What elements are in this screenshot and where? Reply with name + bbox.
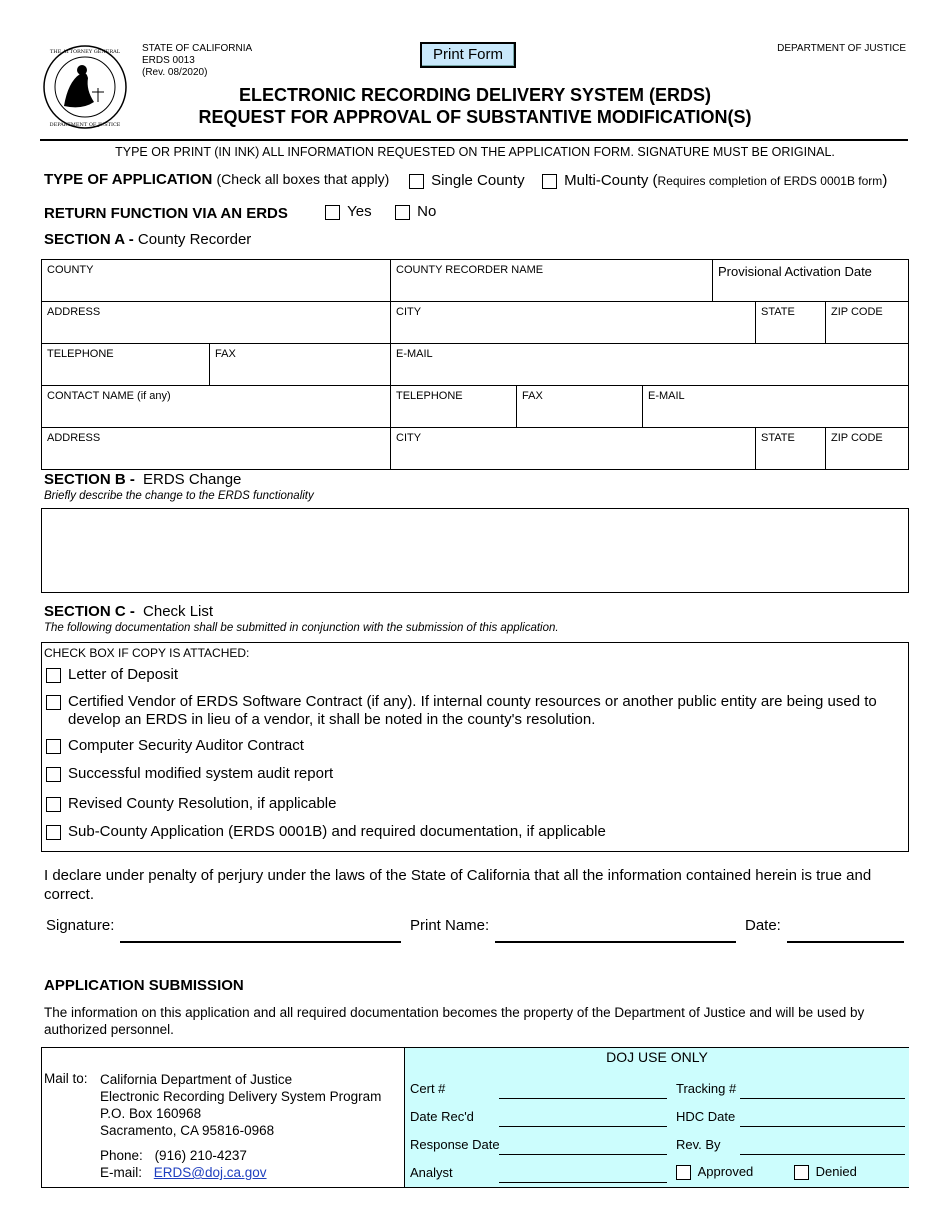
date-recd-line[interactable] [499, 1126, 667, 1127]
type-of-application [44, 171, 389, 188]
address-line: California Department of Justice [100, 1072, 293, 1087]
email-field[interactable] [390, 343, 909, 386]
city-field[interactable] [390, 301, 756, 344]
sub-county-checkbox[interactable] [46, 825, 61, 840]
submission-heading: APPLICATION SUBMISSION [44, 977, 244, 994]
phone-row [100, 1147, 381, 1164]
multi-county-option[interactable] [542, 172, 887, 189]
return-yes-checkbox[interactable] [325, 205, 340, 220]
rev-by-line[interactable] [740, 1154, 905, 1155]
erds-change-textarea[interactable] [41, 508, 909, 593]
checklist-item-label: Successful modified system audit report [68, 765, 334, 782]
agency-block [142, 43, 252, 79]
multi-county-checkbox[interactable] [542, 174, 557, 189]
department-label: DEPARTMENT OF JUSTICE [777, 43, 906, 54]
county-field[interactable] [41, 259, 391, 302]
signature-label: Signature: [46, 917, 115, 934]
city-label: CITY [396, 306, 422, 318]
date-line[interactable] [787, 941, 904, 943]
multi-county-close: ) [882, 172, 888, 189]
contact-zip-label: ZIP CODE [831, 432, 883, 444]
tracking-line[interactable] [740, 1098, 905, 1099]
county-label: COUNTY [47, 264, 94, 276]
form-title-line1: ELECTRONIC RECORDING DELIVERY SYSTEM (ERDS) [238, 85, 712, 105]
return-function-label: RETURN FUNCTION VIA AN ERDS [44, 205, 288, 222]
hdc-date-label: HDC Date [676, 1109, 736, 1124]
contact-address-field[interactable] [41, 427, 391, 470]
response-date-line[interactable] [499, 1154, 667, 1155]
form-title-line2: REQUEST FOR APPROVAL OF SUBSTANTIVE MODIFICATION(S) [198, 107, 752, 127]
email-link[interactable]: ERDS@doj.ca.gov [153, 1165, 267, 1180]
return-no-label: No [417, 203, 437, 220]
response-date-label: Response Date [410, 1137, 500, 1152]
email-label: E-MAIL [396, 348, 433, 360]
checklist-item[interactable] [46, 823, 906, 841]
print-form-button[interactable]: Print Form [420, 42, 516, 68]
section-c-heading [44, 603, 213, 620]
address-line: Sacramento, CA 95816-0968 [100, 1123, 275, 1138]
section-a-title: County Recorder [137, 231, 252, 248]
section-c-title: Check List [143, 603, 214, 620]
contact-telephone-label: TELEPHONE [396, 390, 463, 402]
section-c-label: SECTION C - [44, 603, 135, 620]
checklist-item[interactable] [46, 795, 906, 813]
svg-text:THE ATTORNEY GENERAL: THE ATTORNEY GENERAL [49, 49, 121, 55]
return-no-checkbox[interactable] [395, 205, 410, 220]
denied-label: Denied [815, 1164, 857, 1179]
agency-state: STATE OF CALIFORNIA [142, 43, 253, 54]
checklist-item-label: Certified Vendor of ERDS Software Contract (if any). If internal county resources or another public entity are being used to develop an ERDS in lieu of a vendor, it shall be noted in the county's resolution. [68, 693, 877, 728]
phone-value: (916) 210-4237 [154, 1148, 247, 1163]
contact-telephone-field[interactable] [390, 385, 517, 428]
section-a-table [41, 259, 909, 470]
contact-fax-field[interactable] [516, 385, 643, 428]
multi-county-note: Requires completion of ERDS 0001B form [657, 174, 883, 188]
activation-date-field[interactable] [712, 259, 909, 302]
letter-of-deposit-checkbox[interactable] [46, 668, 61, 683]
instructions: TYPE OR PRINT (IN INK) ALL INFORMATION REQUESTED ON THE APPLICATION FORM. SIGNATURE MUST BE ORIGINAL. [115, 145, 835, 159]
single-county-option[interactable] [409, 172, 525, 189]
section-a-label: SECTION A - [44, 231, 134, 248]
contact-email-field[interactable] [642, 385, 909, 428]
section-b-label: SECTION B - [44, 471, 135, 488]
recorder-name-label: COUNTY RECORDER NAME [396, 264, 544, 276]
tracking-label: Tracking # [676, 1081, 737, 1096]
checklist-item-label: Revised County Resolution, if applicable [68, 795, 337, 812]
checklist-header: CHECK BOX IF COPY IS ATTACHED: [44, 646, 250, 660]
multi-county-label: Multi-County ( [564, 172, 658, 189]
return-no-option[interactable] [395, 203, 436, 220]
section-a-heading [44, 231, 251, 248]
doj-use-only-title: DOJ USE ONLY [606, 1049, 708, 1065]
approved-checkbox[interactable] [676, 1165, 691, 1180]
vendor-contract-checkbox[interactable] [46, 695, 61, 710]
print-name-label: Print Name: [410, 917, 490, 934]
mail-address [100, 1071, 381, 1181]
address-line: Electronic Recording Delivery System Program [100, 1089, 382, 1104]
checklist-item-label: Sub-County Application (ERDS 0001B) and required documentation, if applicable [68, 823, 606, 840]
section-b-heading [44, 471, 241, 488]
checklist-item[interactable] [46, 666, 906, 684]
email-label-submission: E-mail: [100, 1165, 143, 1180]
checklist-item[interactable] [46, 737, 906, 755]
type-of-application-label: TYPE OF APPLICATION [44, 171, 213, 188]
fax-label: FAX [215, 348, 236, 360]
checklist-item-label: Computer Security Auditor Contract [68, 737, 304, 754]
state-field[interactable] [755, 301, 826, 344]
section-b-subtitle: Briefly describe the change to the ERDS functionality [44, 490, 314, 502]
single-county-checkbox[interactable] [409, 174, 424, 189]
rev-by-label: Rev. By [676, 1137, 721, 1152]
denied-option[interactable] [794, 1164, 857, 1180]
audit-report-checkbox[interactable] [46, 767, 61, 782]
analyst-line[interactable] [499, 1182, 667, 1183]
contact-state-label: STATE [761, 432, 795, 444]
signature-line[interactable] [120, 941, 401, 943]
contact-fax-label: FAX [522, 390, 543, 402]
section-c-subtitle: The following documentation shall be submitted in conjunction with the submission of this application. [44, 622, 559, 634]
date-recd-label: Date Rec'd [410, 1109, 474, 1124]
contact-city-field[interactable] [390, 427, 756, 470]
address-line: P.O. Box 160968 [100, 1106, 202, 1121]
hdc-date-line[interactable] [740, 1126, 905, 1127]
phone-label: Phone: [100, 1148, 143, 1163]
checklist-item[interactable] [46, 765, 906, 783]
form-number: ERDS 0013 [142, 55, 195, 66]
telephone-field[interactable] [41, 343, 210, 386]
approved-label: Approved [697, 1164, 754, 1179]
single-county-label: Single County [431, 172, 525, 189]
telephone-label: TELEPHONE [47, 348, 114, 360]
approved-option[interactable] [676, 1164, 753, 1180]
contact-address-label: ADDRESS [47, 432, 101, 444]
checklist-item-label: Letter of Deposit [68, 666, 179, 683]
doj-use-only-panel [404, 1048, 909, 1187]
security-auditor-checkbox[interactable] [46, 739, 61, 754]
form-revision: (Rev. 08/2020) [142, 67, 208, 78]
declaration-text: I declare under penalty of perjury under the laws of the State of California that all the information contained herein is true and correct. [44, 867, 872, 903]
return-yes-label: Yes [347, 203, 372, 220]
analyst-label: Analyst [410, 1165, 453, 1180]
contact-zip-field[interactable] [825, 427, 909, 470]
zip-field[interactable] [825, 301, 909, 344]
fax-field[interactable] [209, 343, 391, 386]
svg-text:DEPARTMENT OF JUSTICE: DEPARTMENT OF JUSTICE [49, 122, 121, 128]
type-of-application-hint: (Check all boxes that apply) [216, 171, 390, 187]
cert-label: Cert # [410, 1081, 446, 1096]
contact-state-field[interactable] [755, 427, 826, 470]
contact-email-label: E-MAIL [648, 390, 685, 402]
address-label: ADDRESS [47, 306, 101, 318]
return-yes-option[interactable] [325, 203, 372, 220]
contact-name-label: CONTACT NAME (if any) [47, 390, 171, 402]
state-label: STATE [761, 306, 795, 318]
contact-name-field[interactable] [41, 385, 391, 428]
submission-text: The information on this application and all required documentation becomes the property of the Department of Justice and will be used by authorized personnel. [44, 1005, 865, 1037]
denied-checkbox[interactable] [794, 1165, 809, 1180]
address-field[interactable] [41, 301, 391, 344]
date-label: Date: [745, 917, 781, 934]
activation-date-label: Provisional Activation Date [718, 264, 872, 279]
header-divider [40, 139, 908, 141]
section-b-title: ERDS Change [143, 471, 242, 488]
zip-label: ZIP CODE [831, 306, 883, 318]
contact-city-label: CITY [396, 432, 422, 444]
checklist-item[interactable] [46, 693, 906, 729]
email-row [100, 1164, 381, 1181]
print-name-line[interactable] [495, 941, 736, 943]
county-resolution-checkbox[interactable] [46, 797, 61, 812]
mail-to-label: Mail to: [44, 1071, 88, 1086]
recorder-name-field[interactable] [390, 259, 713, 302]
cert-line[interactable] [499, 1098, 667, 1099]
